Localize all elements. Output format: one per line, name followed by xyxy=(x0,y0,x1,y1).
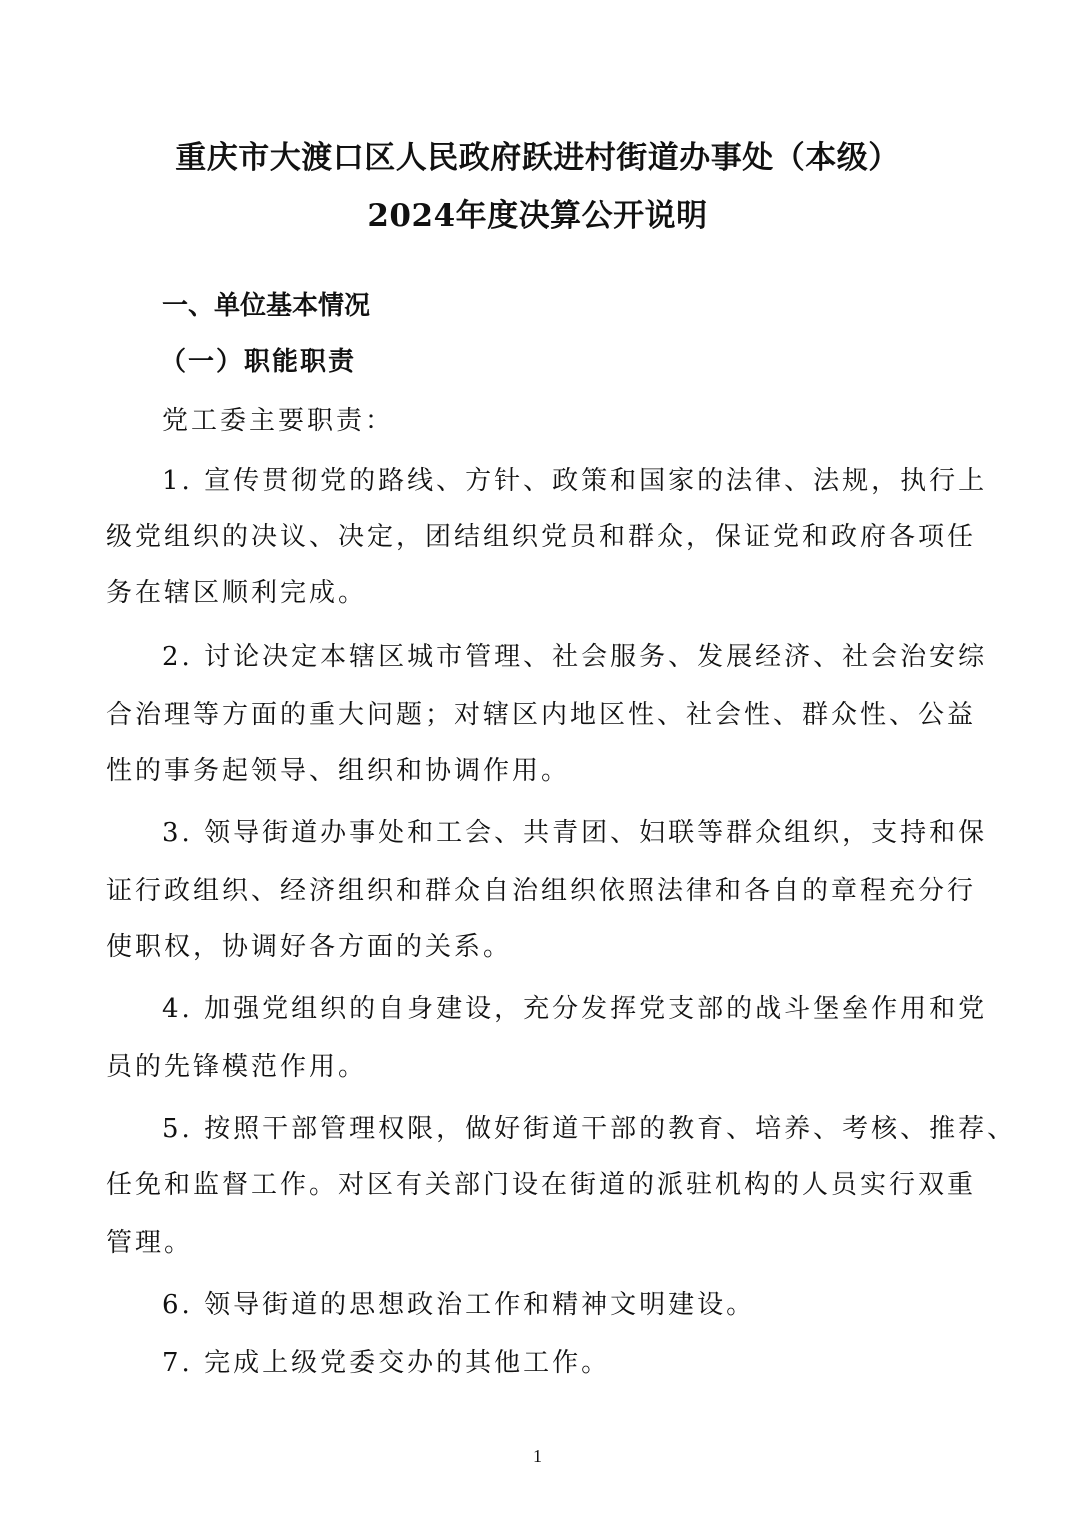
item-5-line-3: 管理。 xyxy=(106,1228,194,1258)
item-1-line-2: 级党组织的决议、决定，团结组织党员和群众，保证党和政府各项任 xyxy=(106,522,977,552)
item-1-line-3: 务在辖区顺利完成。 xyxy=(106,578,368,608)
item-1-line-1: 1. 宣传贯彻党的路线、方针、政策和国家的法律、法规，执行上 xyxy=(162,466,988,496)
item-2-line-3: 性的事务起领导、组织和协调作用。 xyxy=(106,756,571,786)
item-3-line-2: 证行政组织、经济组织和群众自治组织依照法律和各自的章程充分行 xyxy=(106,876,977,906)
item-5-line-2: 任免和监督工作。对区有关部门设在街道的派驻机构的人员实行双重 xyxy=(106,1170,977,1200)
subsection-heading: （一）职能职责 xyxy=(160,347,357,377)
item-3-line-1: 3. 领导街道办事处和工会、共青团、妇联等群众组织，支持和保 xyxy=(162,818,988,848)
item-2-line-1: 2. 讨论决定本辖区城市管理、社会服务、发展经济、社会治安综 xyxy=(162,642,988,672)
section-heading: 一、单位基本情况 xyxy=(162,291,371,321)
document-title-line2: 2024年度决算公开说明 xyxy=(367,198,708,234)
intro-paragraph: 党工委主要职责： xyxy=(162,406,395,436)
item-7-line-1: 7. 完成上级党委交办的其他工作。 xyxy=(162,1348,611,1378)
item-3-line-3: 使职权，协调好各方面的关系。 xyxy=(106,932,513,962)
item-2-line-2: 合治理等方面的重大问题；对辖区内地区性、社会性、群众性、公益 xyxy=(106,700,977,730)
item-5-line-1: 5. 按照干部管理权限，做好街道干部的教育、培养、考核、推荐、 xyxy=(162,1114,1017,1144)
item-6-line-1: 6. 领导街道的思想政治工作和精神文明建设。 xyxy=(162,1290,756,1320)
document-title-line1: 重庆市大渡口区人民政府跃进村街道办事处（本级） xyxy=(175,140,900,176)
item-4-line-1: 4. 加强党组织的自身建设，充分发挥党支部的战斗堡垒作用和党 xyxy=(162,994,988,1024)
item-4-line-2: 员的先锋模范作用。 xyxy=(106,1052,368,1082)
page-number: 1 xyxy=(533,1446,542,1466)
